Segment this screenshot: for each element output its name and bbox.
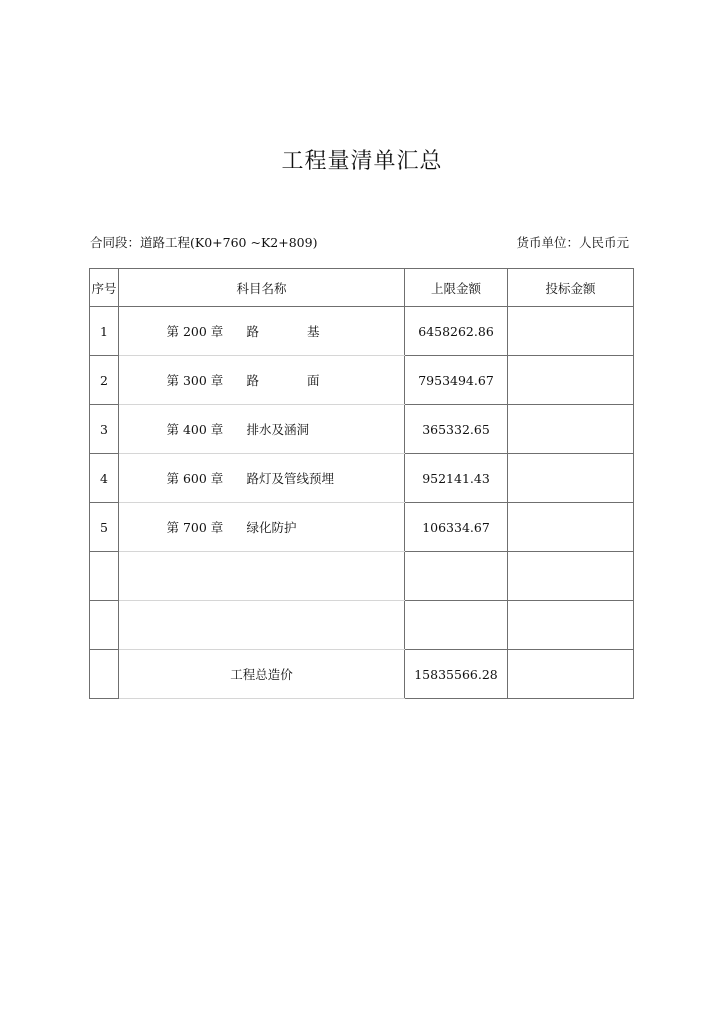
row-upper-limit: 952141.43 — [405, 454, 508, 503]
table-row — [90, 503, 634, 552]
row-no: 1 — [90, 307, 119, 356]
row-chapter: 第 300 章 — [166, 373, 224, 388]
row-no: 3 — [90, 405, 119, 454]
table-row — [90, 307, 634, 356]
row-chapter: 第 600 章 — [166, 471, 224, 486]
table-row — [90, 356, 634, 405]
row-no: 4 — [90, 454, 119, 503]
row-no: 5 — [90, 503, 119, 552]
table-row — [90, 454, 634, 503]
table-total-row — [90, 650, 634, 699]
row-upper-limit — [405, 601, 508, 650]
total-no — [90, 650, 119, 699]
row-item — [119, 454, 405, 503]
row-item — [119, 307, 405, 356]
table-row-empty — [90, 552, 634, 601]
bill-summary-table — [89, 268, 634, 699]
row-bid-amount[interactable] — [508, 307, 634, 356]
row-upper-limit: 106334.67 — [405, 503, 508, 552]
total-upper-limit: 15835566.28 — [405, 650, 508, 699]
table-header-row — [90, 269, 634, 307]
row-upper-limit — [405, 552, 508, 601]
row-chapter: 第 700 章 — [166, 520, 224, 535]
currency-unit: 货币单位：人民币元 — [516, 235, 629, 250]
row-bid-amount[interactable] — [508, 454, 634, 503]
row-bid-amount[interactable] — [508, 356, 634, 405]
header-item: 科目名称 — [119, 269, 405, 307]
row-subject: 绿化防护 — [246, 520, 297, 535]
row-subject: 路 面 — [246, 373, 342, 388]
contract-section: 合同段：道路工程(K0+760 ~K2+809) — [90, 235, 318, 250]
row-subject: 路 基 — [246, 324, 342, 339]
table-row-empty — [90, 601, 634, 650]
header-no: 序号 — [90, 269, 119, 307]
row-bid-amount[interactable] — [508, 552, 634, 601]
row-bid-amount[interactable] — [508, 503, 634, 552]
row-item — [119, 552, 405, 601]
row-subject: 排水及涵洞 — [246, 422, 310, 437]
row-upper-limit: 7953494.67 — [405, 356, 508, 405]
row-item — [119, 405, 405, 454]
row-upper-limit: 365332.65 — [405, 405, 508, 454]
row-item — [119, 356, 405, 405]
total-label: 工程总造价 — [119, 650, 405, 699]
row-subject: 路灯及管线预埋 — [246, 471, 335, 486]
row-chapter: 第 400 章 — [166, 422, 224, 437]
row-item — [119, 601, 405, 650]
row-no — [90, 601, 119, 650]
header-bid-amount: 投标金额 — [508, 269, 634, 307]
total-bid-amount[interactable] — [508, 650, 634, 699]
row-no: 2 — [90, 356, 119, 405]
row-bid-amount[interactable] — [508, 601, 634, 650]
row-bid-amount[interactable] — [508, 405, 634, 454]
document-title: 工程量清单汇总 — [281, 149, 443, 174]
row-no — [90, 552, 119, 601]
row-item — [119, 503, 405, 552]
row-upper-limit: 6458262.86 — [405, 307, 508, 356]
table-row — [90, 405, 634, 454]
row-chapter: 第 200 章 — [166, 324, 224, 339]
header-upper-limit: 上限金额 — [405, 269, 508, 307]
